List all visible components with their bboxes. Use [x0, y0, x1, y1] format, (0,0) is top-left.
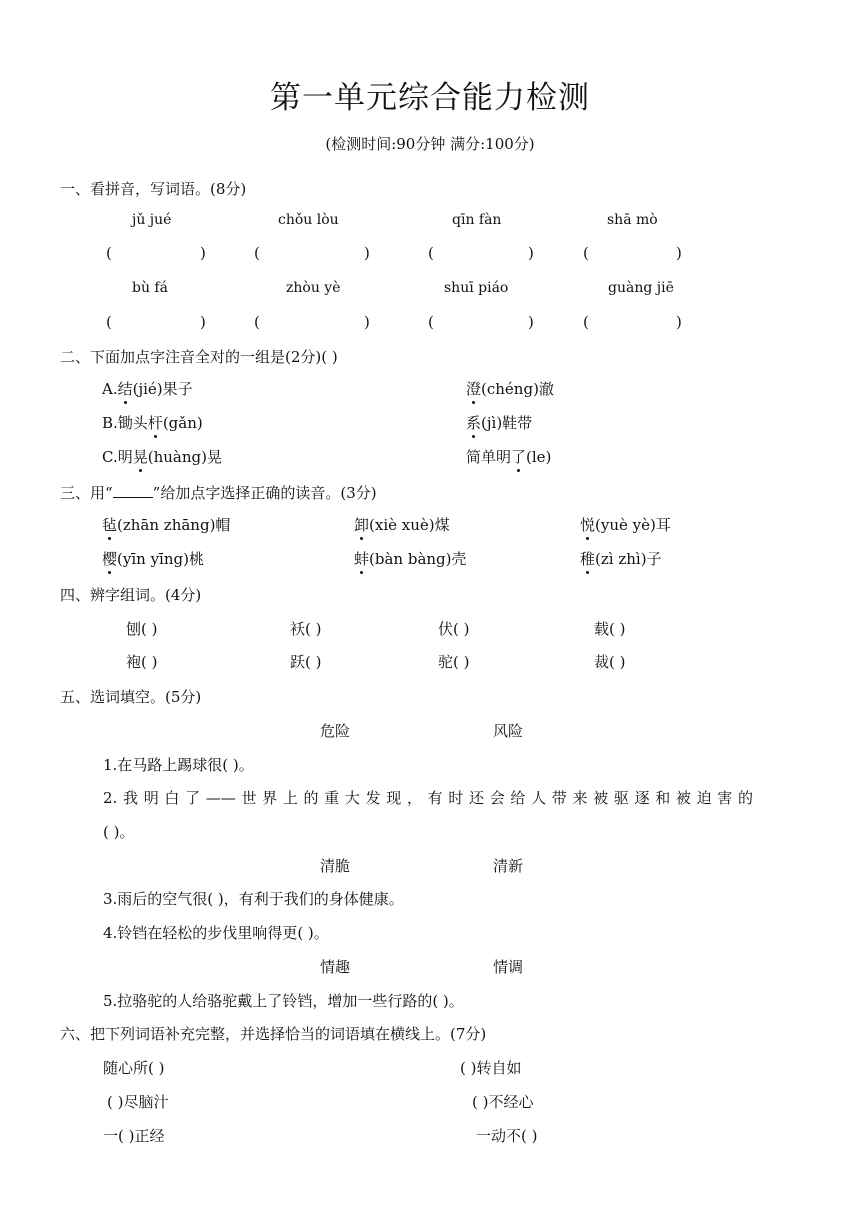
answer-paren-right: ) [364, 244, 370, 262]
word-group-item: 伏( ) [438, 620, 470, 638]
question-2: 2.我明白了——世界上的重大发现，有时还会给人带来被驱逐和被迫害的 [103, 789, 753, 807]
word-group-item: 驼( ) [438, 653, 470, 671]
pinyin-8: guàng jiē [608, 280, 674, 296]
pinyin-7: shuī piáo [444, 280, 509, 296]
answer-paren-left: ( [254, 313, 260, 331]
answer-paren-right: ) [676, 244, 682, 262]
answer-paren-left: ( [106, 244, 112, 262]
question-2-blank: ( )。 [103, 823, 135, 841]
word-option: 风险 [493, 722, 524, 740]
idiom-item: 一动不( ) [476, 1127, 538, 1145]
idiom-item: 随心所( ) [103, 1059, 165, 1077]
reading-choice: 樱(yīn yīng)桃 [102, 550, 204, 568]
question-4: 4.铃铛在轻松的步伐里响得更( )。 [103, 924, 329, 942]
word-option: 清脆 [320, 857, 351, 875]
pinyin-1: jǔ jué [132, 212, 172, 228]
word-option: 危险 [320, 722, 351, 740]
answer-paren-right: ) [200, 313, 206, 331]
answer-paren-left: ( [254, 244, 260, 262]
answer-paren-left: ( [106, 313, 112, 331]
section-5-heading: 五、选词填空。(5分) [60, 688, 202, 706]
answer-paren-right: ) [200, 244, 206, 262]
exam-info: (检测时间:90分钟 满分:100分) [325, 135, 535, 153]
section-6-heading: 六、把下列词语补充完整，并选择恰当的词语填在横线上。(7分) [60, 1025, 487, 1043]
word-option: 情趣 [320, 958, 351, 976]
word-option: 情调 [493, 958, 524, 976]
word-group-item: 载( ) [594, 620, 626, 638]
reading-choice: 悦(yuè yè)耳 [580, 516, 671, 534]
option-b-item-1: B.锄头杆(gǎn) [102, 414, 203, 432]
option-a-item-2: 澄(chéng)澈 [466, 380, 554, 398]
answer-paren-left: ( [428, 313, 434, 331]
reading-choice: 蚌(bàn bàng)壳 [354, 550, 467, 568]
section-3-heading: 三、用“ ”给加点字选择正确的读音。(3分) [60, 484, 377, 502]
pinyin-6: zhòu yè [286, 280, 341, 296]
answer-paren-left: ( [583, 313, 589, 331]
answer-paren-right: ) [528, 244, 534, 262]
option-b-item-2: 系(jì)鞋带 [466, 414, 533, 432]
answer-paren-right: ) [676, 313, 682, 331]
idiom-item: ( )转自如 [460, 1059, 522, 1077]
reading-choice: 毡(zhān zhāng)帽 [102, 516, 231, 534]
question-5: 5.拉骆驼的人给骆驼戴上了铃铛，增加一些行路的( )。 [103, 992, 464, 1010]
section-4-heading: 四、辨字组词。(4分) [60, 586, 202, 604]
section-2-heading: 二、下面加点字注音全对的一组是(2分)( ) [60, 348, 338, 366]
word-option: 清新 [493, 857, 524, 875]
option-c-item-1: C.明晃(huàng)晃 [102, 448, 222, 466]
word-group-item: 裁( ) [594, 653, 626, 671]
reading-choice: 稚(zì zhì)子 [580, 550, 662, 568]
word-group-item: 袍( ) [126, 653, 158, 671]
reading-choice: 卸(xiè xuè)煤 [354, 516, 450, 534]
idiom-item: ( )尽脑汁 [107, 1093, 169, 1111]
pinyin-5: bù fá [132, 280, 168, 296]
underline-mark [113, 485, 153, 498]
answer-paren-left: ( [428, 244, 434, 262]
word-group-item: 跃( ) [290, 653, 322, 671]
pinyin-2: chǒu lòu [278, 212, 339, 228]
answer-paren-left: ( [583, 244, 589, 262]
page-title: 第一单元综合能力检测 [270, 80, 590, 116]
word-group-item: 袄( ) [290, 620, 322, 638]
option-a-item-1: A.结(jié)果子 [102, 380, 193, 398]
question-1: 1.在马路上踢球很( )。 [103, 756, 254, 774]
idiom-item: 一( )正经 [103, 1127, 165, 1145]
answer-paren-right: ) [528, 313, 534, 331]
answer-paren-right: ) [364, 313, 370, 331]
option-c-item-2: 简单明了(le) [466, 448, 552, 466]
word-group-item: 刨( ) [126, 620, 158, 638]
section-1-heading: 一、看拼音，写词语。(8分) [60, 180, 247, 198]
idiom-item: ( )不经心 [472, 1093, 534, 1111]
pinyin-4: shā mò [607, 212, 658, 228]
question-3: 3.雨后的空气很( )，有利于我们的身体健康。 [103, 890, 404, 908]
pinyin-3: qīn fàn [452, 212, 502, 228]
